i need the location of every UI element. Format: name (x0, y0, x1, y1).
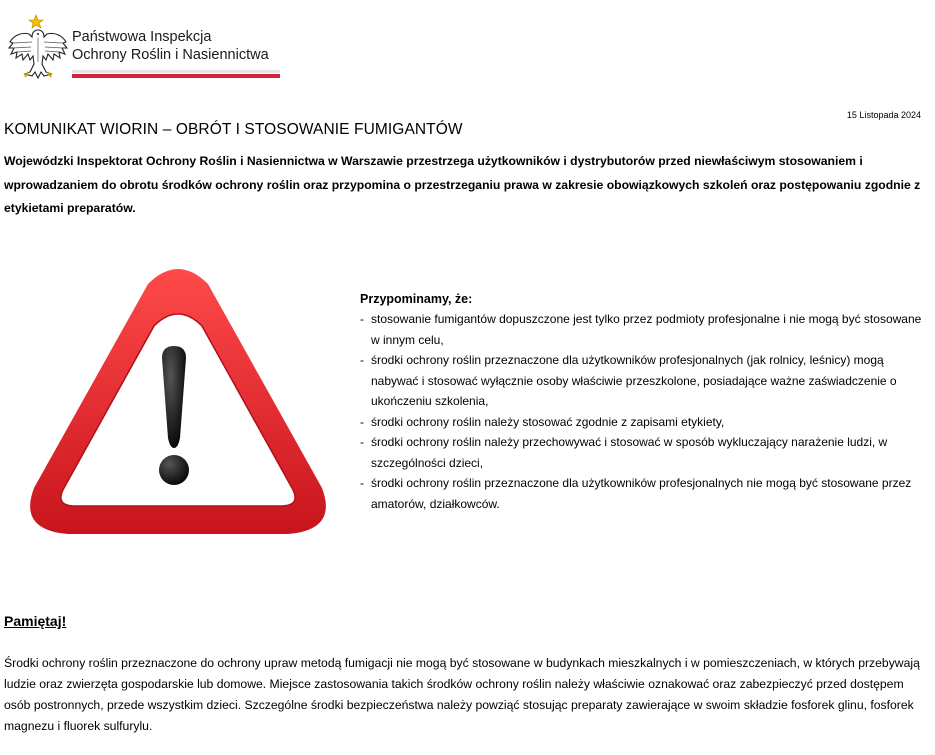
list-item: - środki ochrony roślin należy stosować zgodnie z zapisami etykiety, (360, 412, 925, 433)
flag-stripe-white (72, 70, 280, 73)
list-item: - środki ochrony roślin przeznaczone dla użytkowników profesjonalnych (jak rolnicy, leśnicy) mogą nabywać i stosować wyłącznie osoby właściwie przeszkolone, posiadające ważne zaświadczenie o ukończeniu szkolenia, (360, 350, 925, 412)
reminders-title: Przypominamy, że: (360, 292, 473, 306)
list-item: - stosowanie fumigantów dopuszczone jest tylko przez podmioty profesjonalne i nie mogą być stosowane w innym celu, (360, 309, 925, 350)
remember-heading: Pamiętaj! (4, 613, 67, 629)
remember-paragraph: Środki ochrony roślin przeznaczone do ochrony upraw metodą fumigacji nie mogą być stosowane w budynkach mieszkalnych i w pomieszczeniach, w których przebywają ludzie oraz zwierzęta gospodarskie lub domowe. Miejsce zastosowania takich środków ochrony roślin należy właściwie oznakować oraz zabezpieczyć przed dostępem osób postronnych, przede wszystkim dzieci. Szczególne środki bezpieczeństwa należy powziąć stosując preparaty zawierające w swoim składzie fosforek glinu, fosforek magnezu i fluorek sulfurylu. (4, 656, 920, 733)
warning-triangle-icon (26, 266, 330, 542)
org-name (72, 28, 269, 64)
flag-stripe-red (72, 74, 280, 78)
reminders-list (360, 309, 925, 514)
reminders-section (360, 292, 925, 514)
header (8, 14, 280, 84)
list-item: - środki ochrony roślin należy przechowywać i stosować w sposób wykluczający narażenie ludzi, w szczególności dzieci, (360, 432, 925, 473)
org-name-line2: Ochrony Roślin i Nasiennictwa (72, 47, 269, 63)
org-name-line1: Państwowa Inspekcja (72, 29, 212, 45)
white-eagle-emblem-icon (8, 14, 68, 80)
list-item: - środki ochrony roślin przeznaczone dla użytkowników profesjonalnych nie mogą być stosowane przez amatorów, działkowców. (360, 473, 925, 514)
intro-paragraph: Wojewódzki Inspektorat Ochrony Roślin i Nasiennictwa w Warszawie przestrzega użytkowników i dystrybutorów przed niewłaściwym stosowaniem i wprowadzaniem do obrotu środków ochrony roślin oraz przypomina o przestrzeganiu prawa w zakresie obowiązkowych szkoleń oraz postępowaniu zgodnie z etykietami preparatów. (4, 154, 921, 215)
page-title: KOMUNIKAT WIORIN – OBRÓT I STOSOWANIE FUMIGANTÓW (4, 121, 463, 138)
document-date: 15 Listopada 2024 (846, 110, 921, 120)
